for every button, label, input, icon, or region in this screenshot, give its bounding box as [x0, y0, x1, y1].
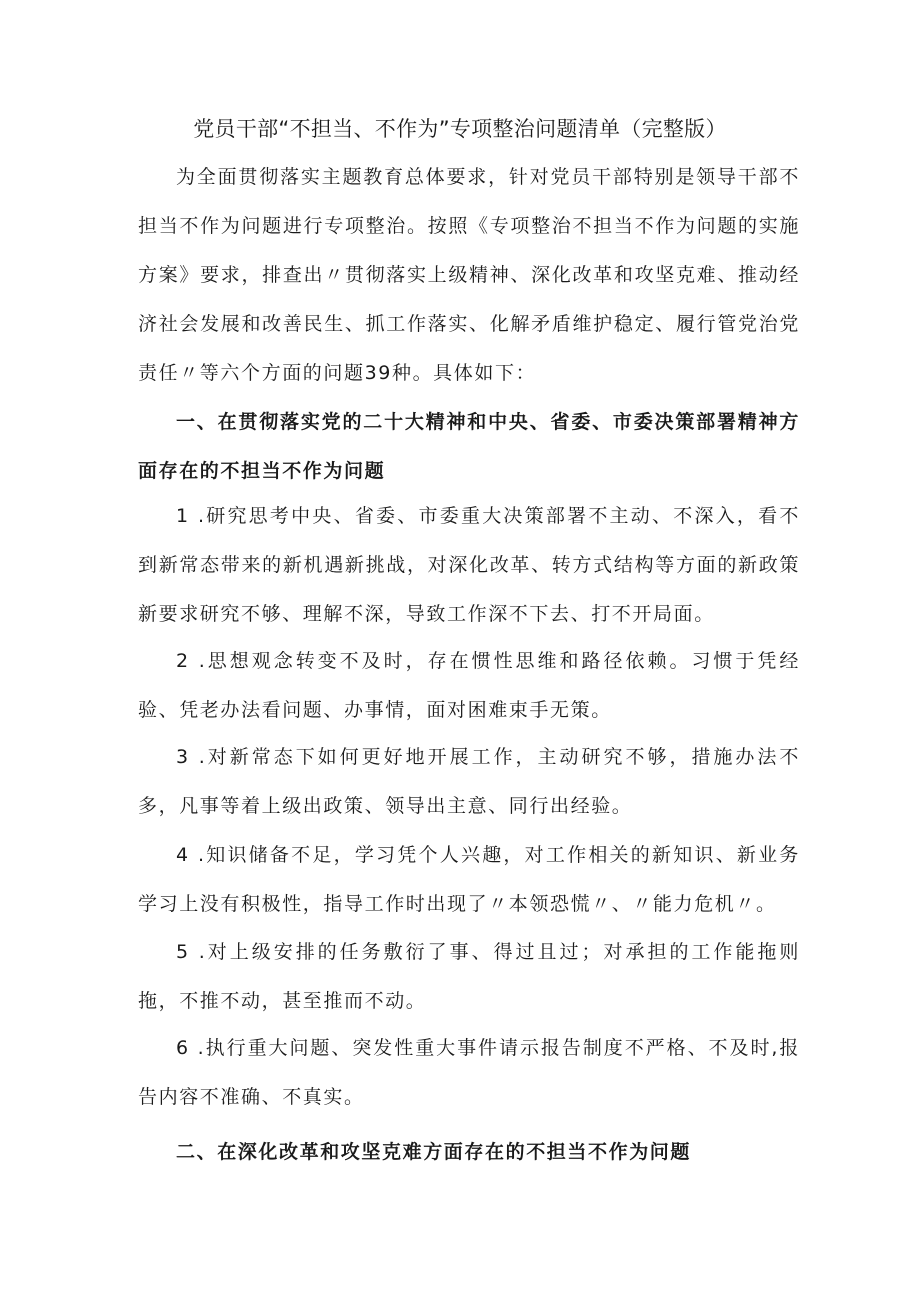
section-1-item-6: 6 .执行重大问题、突发性重大事件请示报告制度不严格、不及时,报告内容不准确、不真实。	[138, 1037, 800, 1108]
section-1-item-2: 2 .思想观念转变不及时，存在惯性思维和路径依赖。习惯于凭经验、凭老办法看问题、办事情，面对困难束手无策。	[138, 650, 800, 721]
intro-paragraph: 为全面贯彻落实主题教育总体要求，针对党员干部特别是领导干部不担当不作为问题进行专项整治。按照《专项整治不担当不作为问题的实施方案》要求，排查出〃贯彻落实上级精神、深化改革和攻坚克难、推动经济社会发展和改善民生、抓工作落实、化解矛盾维护稳定、履行管党治党责任〃等六个方面的问题39种。具体如下：	[138, 166, 800, 384]
section-2-heading: 二、在深化改革和攻坚克难方面存在的不担当不作为问题	[176, 1141, 692, 1163]
section-1-heading: 一、在贯彻落实党的二十大精神和中央、省委、市委决策部署精神方面存在的不担当不作为问题	[138, 411, 800, 482]
section-1-item-3: 3 .对新常态下如何更好地开展工作，主动研究不够，措施办法不多，凡事等着上级出政策、领导出主意、同行出经验。	[138, 746, 800, 817]
section-1-item-1: 1 .研究思考中央、省委、市委重大决策部署不主动、不深入，看不到新常态带来的新机遇新挑战，对深化改革、转方式结构等方面的新政策新要求研究不够、理解不深，导致工作深不下去、打不开局面。	[138, 505, 800, 625]
document-title: 党员干部“不担当、不作为”专项整治问题清单（完整版）	[193, 117, 727, 141]
section-1-item-5: 5 .对上级安排的任务敷衍了事、得过且过；对承担的工作能拖则拖，不推不动，甚至推而不动。	[138, 941, 800, 1012]
section-1-item-4: 4 .知识储备不足，学习凭个人兴趣，对工作相关的新知识、新业务学习上没有积极性，指导工作时出现了〃本领恐慌〃、〃能力危机〃。	[138, 844, 800, 915]
